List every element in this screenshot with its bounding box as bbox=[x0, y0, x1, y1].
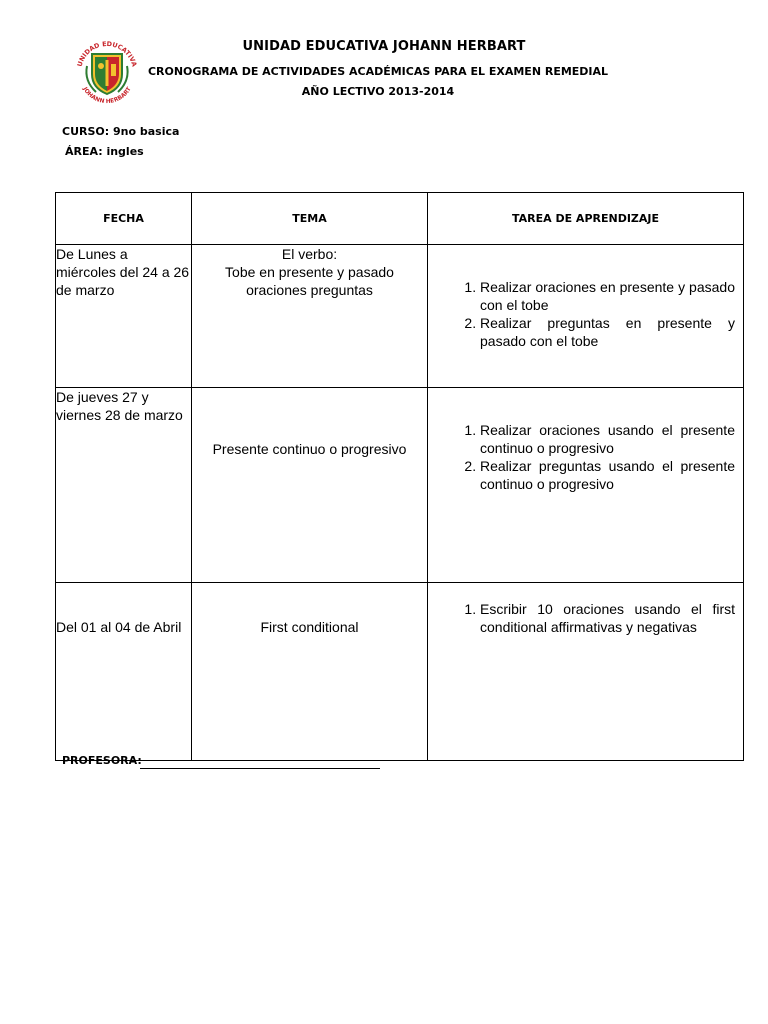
header-tema: TEMA bbox=[192, 193, 428, 245]
tarea-cell bbox=[428, 583, 744, 761]
school-title: UNIDAD EDUCATIVA JOHANN HERBART bbox=[242, 39, 526, 54]
area-label: ÁREA: ingles bbox=[65, 145, 144, 158]
school-year: AÑO LECTIVO 2013-2014 bbox=[301, 85, 455, 98]
logo-top-text: UNIDAD EDUCATIVA bbox=[75, 39, 139, 68]
profesora-label: PROFESORA: bbox=[62, 754, 142, 767]
signature-line bbox=[140, 768, 380, 769]
table-row bbox=[56, 583, 744, 761]
tarea-cell bbox=[428, 245, 744, 388]
document-subtitle: CRONOGRAMA DE ACTIVIDADES ACADÉMICAS PARA EL EXAMEN REMEDIAL bbox=[147, 65, 609, 78]
logo-bottom-text: JOHANN HERBART bbox=[81, 86, 133, 106]
tarea-item: 1. Realizar oraciones usando el presente continuo o progresivo bbox=[480, 421, 735, 457]
table-row bbox=[56, 388, 744, 583]
tarea-item: 1. Escribir 10 oraciones usando el first conditional affirmativas y negativas bbox=[480, 600, 735, 636]
tema-line: Tobe en presente y pasado bbox=[225, 264, 394, 280]
fecha-cell: Del 01 al 04 de Abril bbox=[56, 583, 192, 761]
tarea-item: 1. Realizar oraciones en presente y pasado con el tobe bbox=[480, 278, 735, 314]
tema-line: El verbo: bbox=[281, 246, 338, 262]
tema-line: oraciones preguntas bbox=[246, 282, 373, 298]
table-header-row bbox=[56, 193, 744, 245]
schedule-table bbox=[55, 192, 744, 761]
tema-cell bbox=[192, 388, 428, 583]
header-fecha: FECHA bbox=[56, 193, 192, 245]
tarea-item: 2. Realizar preguntas usando el presente continuo o progresivo bbox=[480, 457, 735, 493]
table-row bbox=[56, 245, 744, 388]
tarea-item: 2. Realizar preguntas en presente y pasado con el tobe bbox=[480, 314, 735, 350]
fecha-cell: De Lunes a miércoles del 24 a 26 de marzo bbox=[56, 245, 192, 388]
header-tarea: TAREA DE APRENDIZAJE bbox=[428, 193, 744, 245]
tarea-cell bbox=[428, 388, 744, 583]
curso-label: CURSO: 9no basica bbox=[62, 125, 180, 138]
fecha-cell: De jueves 27 y viernes 28 de marzo bbox=[56, 388, 192, 583]
tema-cell bbox=[192, 583, 428, 761]
tema-cell bbox=[192, 245, 428, 388]
tema-line: First conditional bbox=[260, 619, 359, 635]
tema-line: Presente continuo o progresivo bbox=[212, 441, 407, 457]
